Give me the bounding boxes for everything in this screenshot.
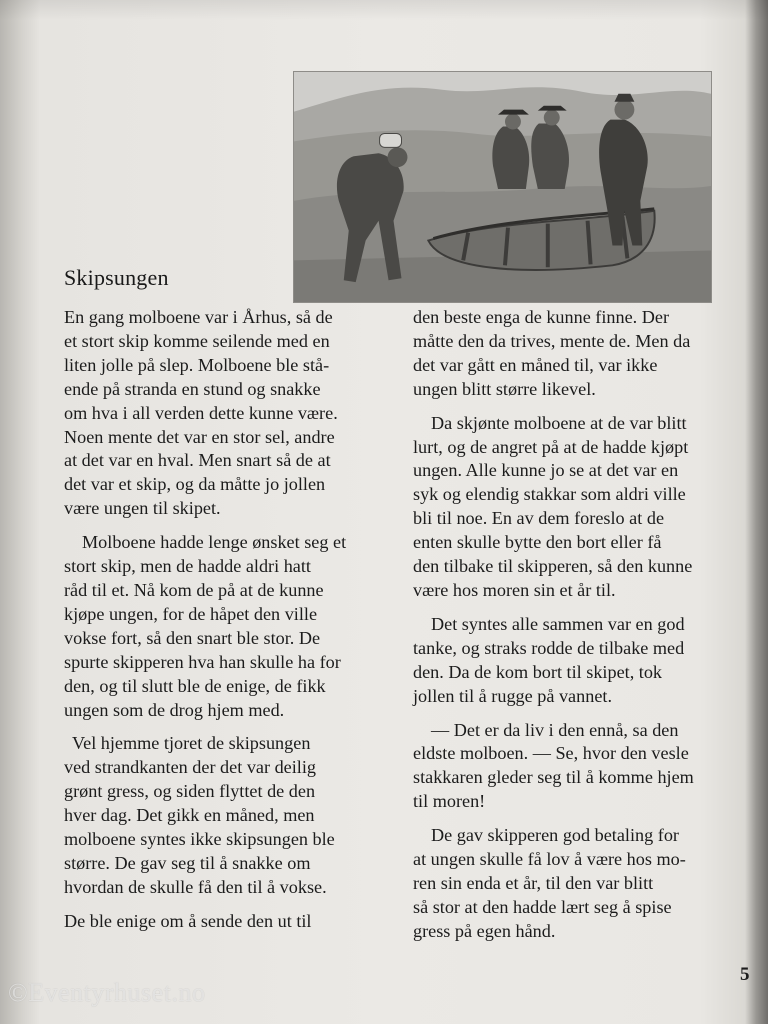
- paragraph: [413, 719, 743, 815]
- text-line: den beste enga de kunne finne. Der: [413, 307, 670, 327]
- text-line: liten jolle på slep. Molboene ble stå-: [64, 354, 330, 375]
- text-line: den. Da de kom bort til skipet, tok: [413, 661, 663, 682]
- text-line: den tilbake til skipperen, så den kunne: [413, 556, 693, 577]
- text-line: måtte den da trives, mente de. Men da: [413, 330, 691, 351]
- text-line: vokse fort, så den snart ble stor. De: [64, 627, 321, 648]
- illustration-molboes-with-boat: [293, 71, 712, 303]
- text-line: ved strandkanten der det var deilig: [64, 757, 317, 778]
- text-line: ungen. Alle kunne jo se at det var en: [413, 460, 679, 481]
- page-number: 5: [740, 964, 750, 985]
- text-line: ungen blitt større likevel.: [413, 378, 596, 399]
- text-line: tanke, og straks rodde de tilbake med: [413, 637, 685, 658]
- text-line: et stort skip komme seilende med en: [64, 330, 330, 351]
- paragraph: [64, 531, 394, 722]
- paragraph: [413, 306, 743, 402]
- story-title: Skipsungen: [64, 265, 169, 290]
- text-line: så stor at den hadde lært seg å spise: [413, 896, 672, 917]
- text-line: — Det er da liv i den ennå, sa den: [431, 719, 679, 740]
- text-line: jollen til å rugge på vannet.: [413, 685, 612, 706]
- text-line: Molboene hadde lenge ønsket seg et: [82, 532, 347, 553]
- text-line: det var et skip, og da måtte jo jollen: [64, 474, 326, 495]
- page-shadow: [0, 0, 768, 20]
- text-line: Vel hjemme tjoret de skipsungen: [72, 733, 311, 754]
- text-line: enten skulle bytte den bort eller få: [413, 532, 662, 553]
- text-line: hver dag. Det gikk en måned, men: [64, 805, 315, 826]
- left-text-column: [64, 306, 394, 934]
- text-line: grønt gress, og siden flyttet de den: [64, 781, 316, 802]
- paragraph: [64, 910, 394, 934]
- text-line: spurte skipperen hva han skulle ha for: [64, 651, 341, 672]
- text-line: at det var en hval. Men snart så de at: [64, 450, 331, 471]
- illustration-drawing: [294, 72, 711, 302]
- paragraph: [64, 732, 394, 899]
- text-line: syk og elendig stakkar som aldri ville: [413, 484, 686, 505]
- text-line: eldste molboen. — Se, hvor den vesle: [413, 743, 689, 764]
- right-text-column: [413, 306, 743, 944]
- text-line: ende på stranda en stund og snakke: [64, 378, 321, 399]
- paragraph: [413, 613, 743, 709]
- text-line: den, og til slutt ble de enige, de fikk: [64, 675, 326, 696]
- text-line: kjøpe ungen, for de håpet den ville: [64, 603, 318, 624]
- text-line: bli til noe. En av dem foreslo at de: [413, 508, 665, 529]
- text-line: til moren!: [413, 791, 486, 812]
- paragraph: [413, 412, 743, 603]
- text-line: En gang molboene var i Århus, så de: [64, 307, 333, 327]
- text-line: Da skjønte molboene at de var blitt: [431, 412, 687, 433]
- text-line: om hva i all verden dette kunne være.: [64, 402, 338, 423]
- text-line: stakkaren gleder seg til å komme hjem: [413, 767, 694, 788]
- text-line: det var gått en måned til, var ikke: [413, 354, 658, 375]
- text-line: molboene syntes ikke skipsungen ble: [64, 829, 335, 850]
- text-line: at ungen skulle få lov å være hos mo-: [413, 849, 686, 870]
- text-line: gress på egen hånd.: [413, 920, 556, 941]
- text-line: være ungen til skipet.: [64, 498, 221, 519]
- text-line: ren sin enda et år, til den var blitt: [413, 872, 654, 893]
- text-line: ungen som de drog hjem med.: [64, 699, 285, 720]
- paragraph: [413, 824, 743, 944]
- watermark: ©Eventyrhuset.no: [8, 978, 206, 1007]
- text-line: større. De gav seg til å snakke om: [64, 852, 311, 873]
- text-line: være hos moren sin et år til.: [413, 579, 616, 600]
- text-line: hvordan de skulle få den til å vokse.: [64, 876, 327, 897]
- text-line: stort skip, men de hadde aldri hatt: [64, 556, 311, 577]
- text-line: Noen mente det var en stor sel, andre: [64, 426, 335, 447]
- text-line: Det syntes alle sammen var en god: [431, 613, 685, 634]
- paragraph: [64, 306, 394, 521]
- text-line: lurt, og de angret på at de hadde kjøpt: [413, 436, 689, 457]
- text-line: De ble enige om å sende den ut til: [64, 910, 312, 931]
- text-line: råd til et. Nå kom de på at de kunne: [64, 579, 324, 600]
- text-line: De gav skipperen god betaling for: [431, 825, 679, 846]
